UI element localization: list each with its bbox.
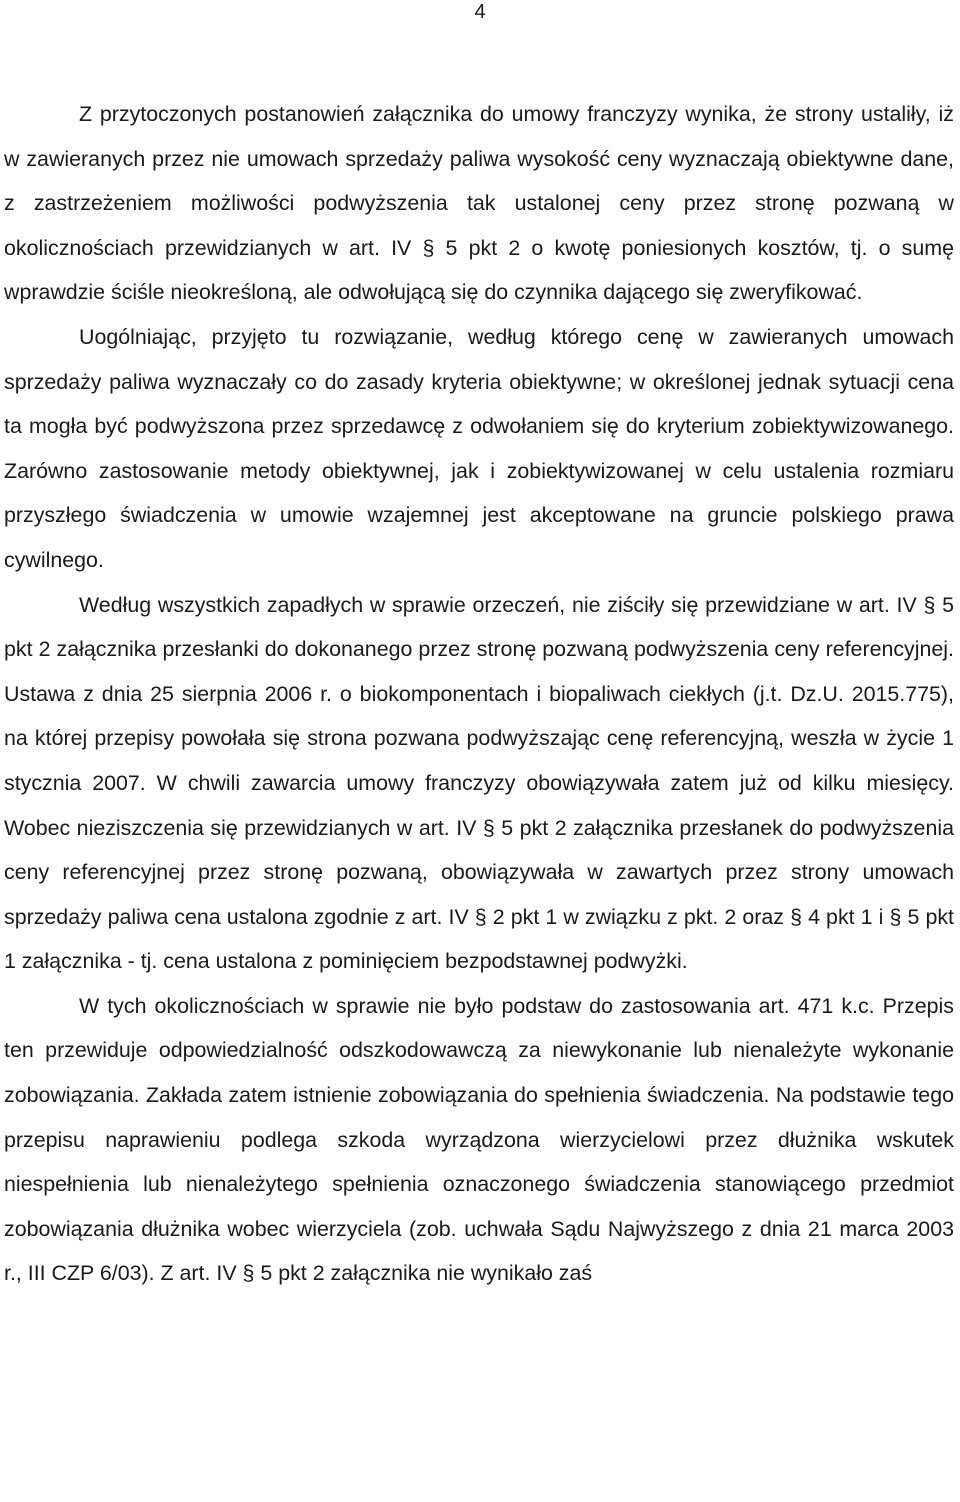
paragraph-1: Z przytoczonych postanowień załącznika do umowy franczyzy wynika, że strony ustaliły, iż w zawieranych przez nie umowach sprzedaży paliwa wysokość ceny wyznaczają obiektywne dane, z zastrzeżeniem możliwości podwyższenia tak ustalonej ceny przez stronę pozwaną w okolicznościach przewidzianych w art. IV § 5 pkt 2 o kwotę poniesionych kosztów, tj. o sumę wprawdzie ściśle nieokreśloną, ale odwołującą się do czynnika dającego się zweryfikować. — [4, 102, 954, 305]
page-number: 4 — [474, 1, 486, 23]
paragraph-4: W tych okolicznościach w sprawie nie było podstaw do zastosowania art. 471 k.c. Przepis ten przewiduje odpowiedzialność odszkodowawczą za niewykonanie lub nienależyte wykonanie zobowiązania. Zakłada zatem istnienie zobowiązania do spełnienia świadczenia. Na podstawie tego przepisu naprawieniu podlega szkoda wyrządzona wierzycielowi przez dłużnika wskutek niespełnienia lub nienależytego spełnienia oznaczonego świadczenia stanowiącego przedmiot zobowiązania dłużnika wobec wierzyciela (zob. uchwała Sądu Najwyższego z dnia 21 marca 2003 r., III CZP 6/03). Z art. IV § 5 pkt 2 załącznika nie wynikało zaś — [4, 993, 954, 1286]
paragraph-2: Uogólniając, przyjęto tu rozwiązanie, według którego cenę w zawieranych umowach sprzedaży paliwa wyznaczały co do zasady kryteria obiektywne; w określonej jednak sytuacji cena ta mogła być podwyższona przez sprzedawcę z odwołaniem się do kryterium zobiektywizowanego. Zarówno zastosowanie metody obiektywnej, jak i zobiektywizowanej w celu ustalenia rozmiaru przyszłego świadczenia w umowie wzajemnej jest akceptowane na gruncie polskiego prawa cywilnego. — [4, 324, 954, 572]
paragraph-3: Według wszystkich zapadłych w sprawie orzeczeń, nie ziściły się przewidziane w art. IV § 5 pkt 2 załącznika przesłanki do dokonanego przez stronę pozwaną podwyższenia ceny referencyjnej. Ustawa z dnia 25 sierpnia 2006 r. o biokomponentach i biopaliwach ciekłych (j.t. Dz.U. 2015.775), na której przepisy powołała się strona pozwana podwyższając cenę referencyjną, weszła w życie 1 stycznia 2007. W chwili zawarcia umowy franczyzy obowiązywała zatem już od kilku miesięcy. Wobec nieziszczenia się przewidzianych w art. IV § 5 pkt 2 załącznika przesłanek do podwyższenia ceny referencyjnej przez stronę pozwaną, obowiązywała w zawartych przez strony umowach sprzedaży paliwa cena ustalona zgodnie z art. IV § 2 pkt 1 w związku z pkt. 2 oraz § 4 pkt 1 i § 5 pkt 1 załącznika - tj. cena ustalona z pominięciem bezpodstawnej podwyżki. — [4, 592, 954, 974]
document-body — [4, 92, 954, 1296]
